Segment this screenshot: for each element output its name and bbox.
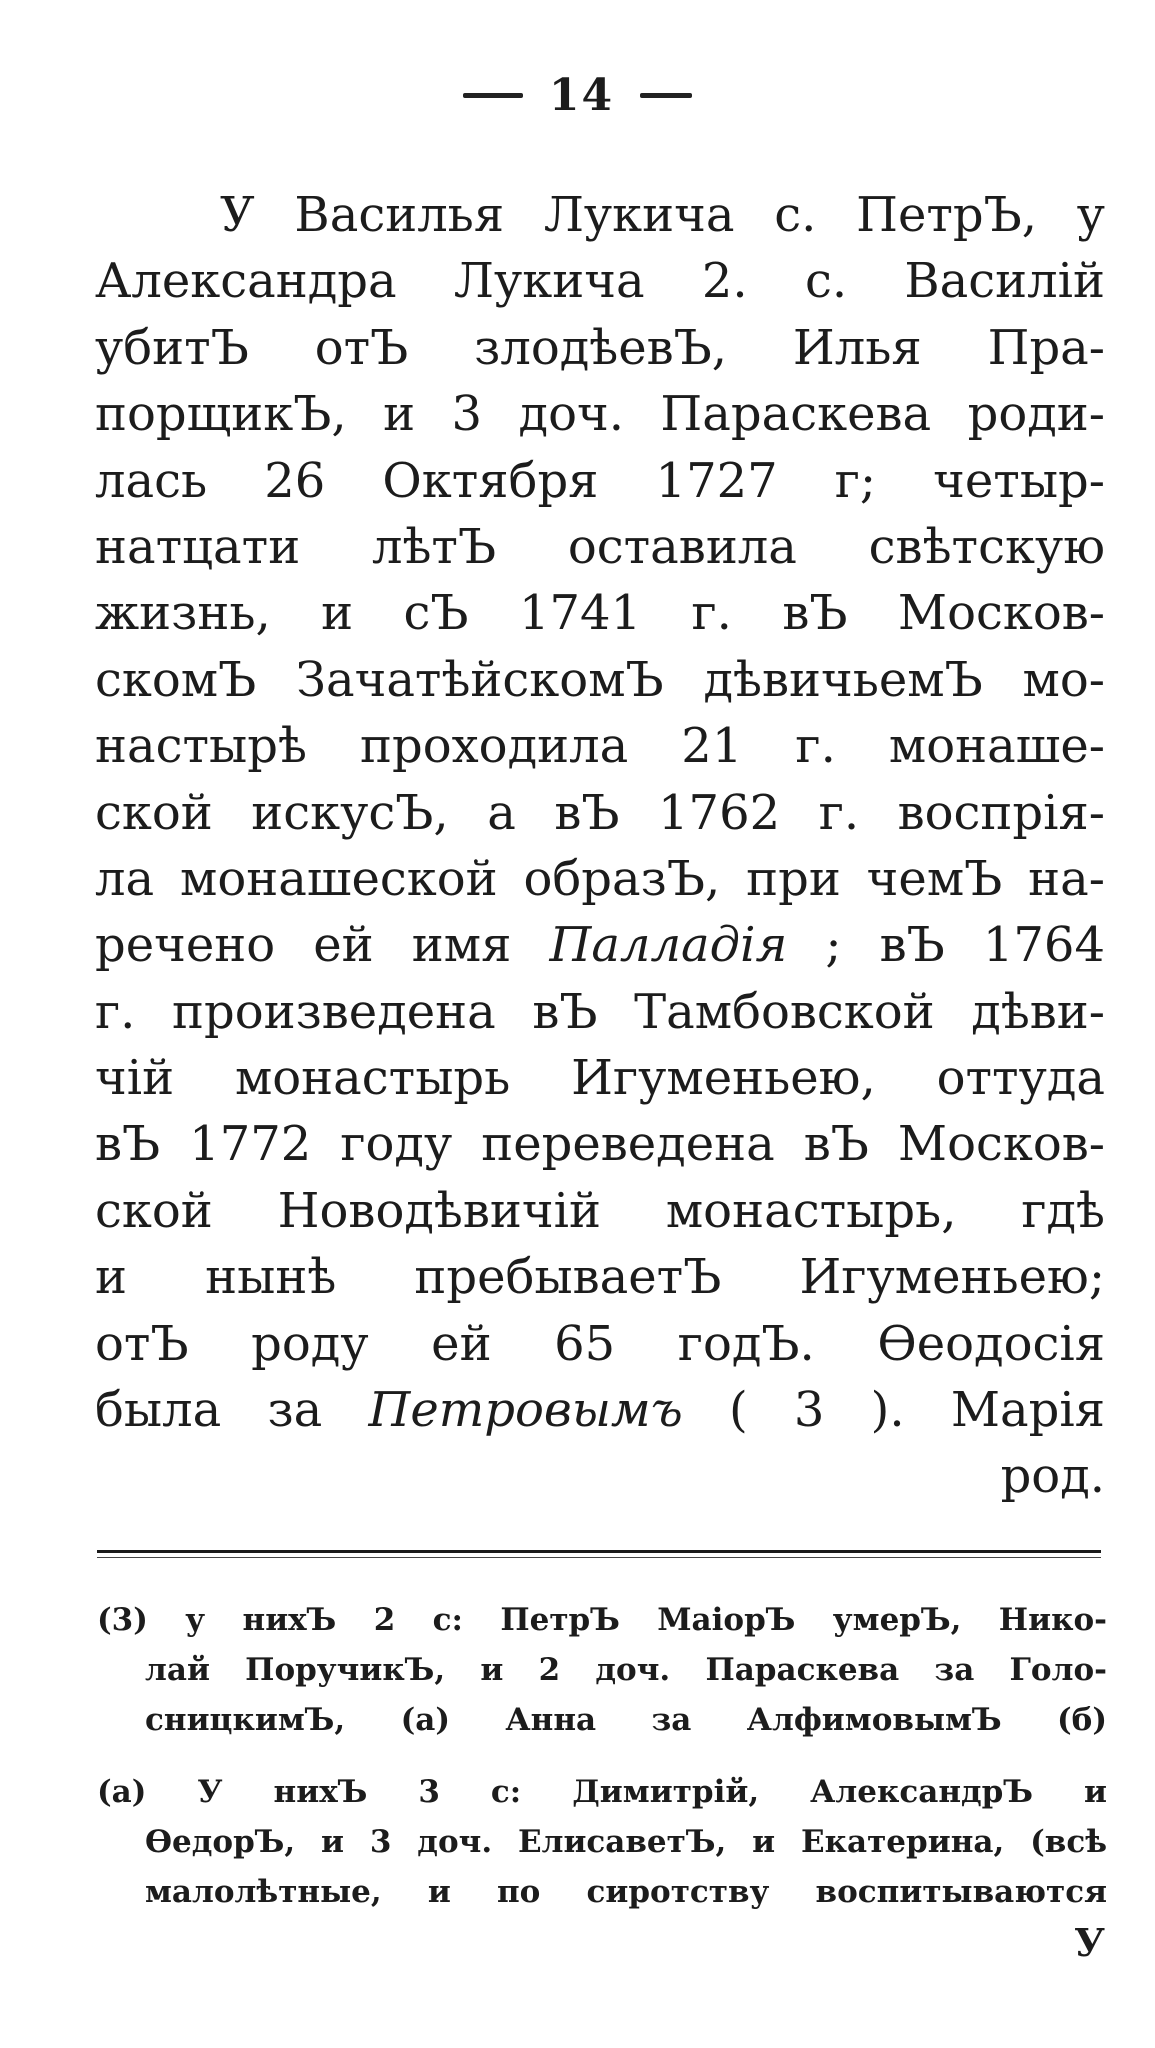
text-line: отЪ роду ей 65 годЪ. Ѳеодосія [95,1315,1105,1372]
text-line: Александра Лукича 2. с. Василій [95,253,1105,310]
text-line: вЪ 1772 году переведена вЪ Москов- [95,1116,1105,1173]
text-line-with-name [95,912,1105,978]
footnote-line: малолѣтные, и по сиротству воспитываются [145,1874,1107,1910]
text-line-last: род. [1000,1448,1105,1505]
footnote-divider [97,1550,1101,1553]
text-line: лась 26 Октября 1727 г; четыр- [95,452,1105,509]
italic-name: Палладія [549,917,788,974]
footnote-line: сницкимЪ, (а) Анна за АлфимовымЪ (б) [145,1702,1107,1738]
page-header [0,70,1155,121]
text-line: г. произведена вЪ Тамбовской дѣви- [95,983,1105,1040]
footnote-line: ѲедорЪ, и 3 доч. ЕлисаветЪ, и Екатерина, (всѣ [145,1824,1107,1860]
footnotes [97,1595,1107,1917]
text-fragment: речено ей имя [95,917,512,974]
footnote-line: (а) У нихЪ 3 с: Димитрій, АлександрЪ и [97,1774,1107,1810]
text-line: ской искусЪ, а вЪ 1762 г. воспрiя- [95,784,1105,841]
text-fragment: ( 3 ). Марія [728,1382,1105,1439]
header-dash-left [463,93,523,98]
text-line: У Василья Лукича с. ПетрЪ, у [220,187,1105,243]
text-fragment: ; вЪ 1764 [825,917,1105,974]
catchword: У [1074,1920,1105,1965]
footnote-line: (3) у нихЪ 2 с: ПетрЪ МаіорЪ умерЪ, Нико- [97,1602,1107,1638]
text-fragment: была за [95,1382,323,1439]
header-dash-right [640,93,692,98]
text-line: ла монашеской образЪ, при чемЪ на- [95,850,1105,907]
text-line: скомЪ ЗачатѣйскомЪ дѣвичьемЪ мо- [95,651,1105,708]
text-line: ской Новодѣвичiй монастырь, гдѣ [95,1182,1105,1239]
text-line: чiй монастырь Игуменьею, оттуда [95,1050,1105,1107]
page-number: 14 [548,70,615,121]
text-line: убитЪ отЪ злодѣевЪ, Илья Пра- [95,319,1105,376]
text-line: и нынѣ пребываетЪ Игуменьею; [95,1249,1105,1306]
text-line-with-name [95,1377,1105,1443]
text-line: натцати лѣтЪ оставила свѣтскую [95,518,1105,575]
footnote-divider-thin [97,1557,1101,1558]
text-line: порщикЪ, и 3 доч. Параскева роди- [95,386,1105,443]
footnote-line: лай ПоручикЪ, и 2 доч. Параскева за Голо- [145,1652,1107,1688]
main-text [95,182,1105,1510]
text-line: жизнь, и сЪ 1741 г. вЪ Москов- [95,585,1105,642]
footnote-gap [97,1745,1107,1767]
text-line: настырѣ проходила 21 г. монаше- [95,718,1105,775]
italic-name: Петровымъ [368,1382,683,1439]
